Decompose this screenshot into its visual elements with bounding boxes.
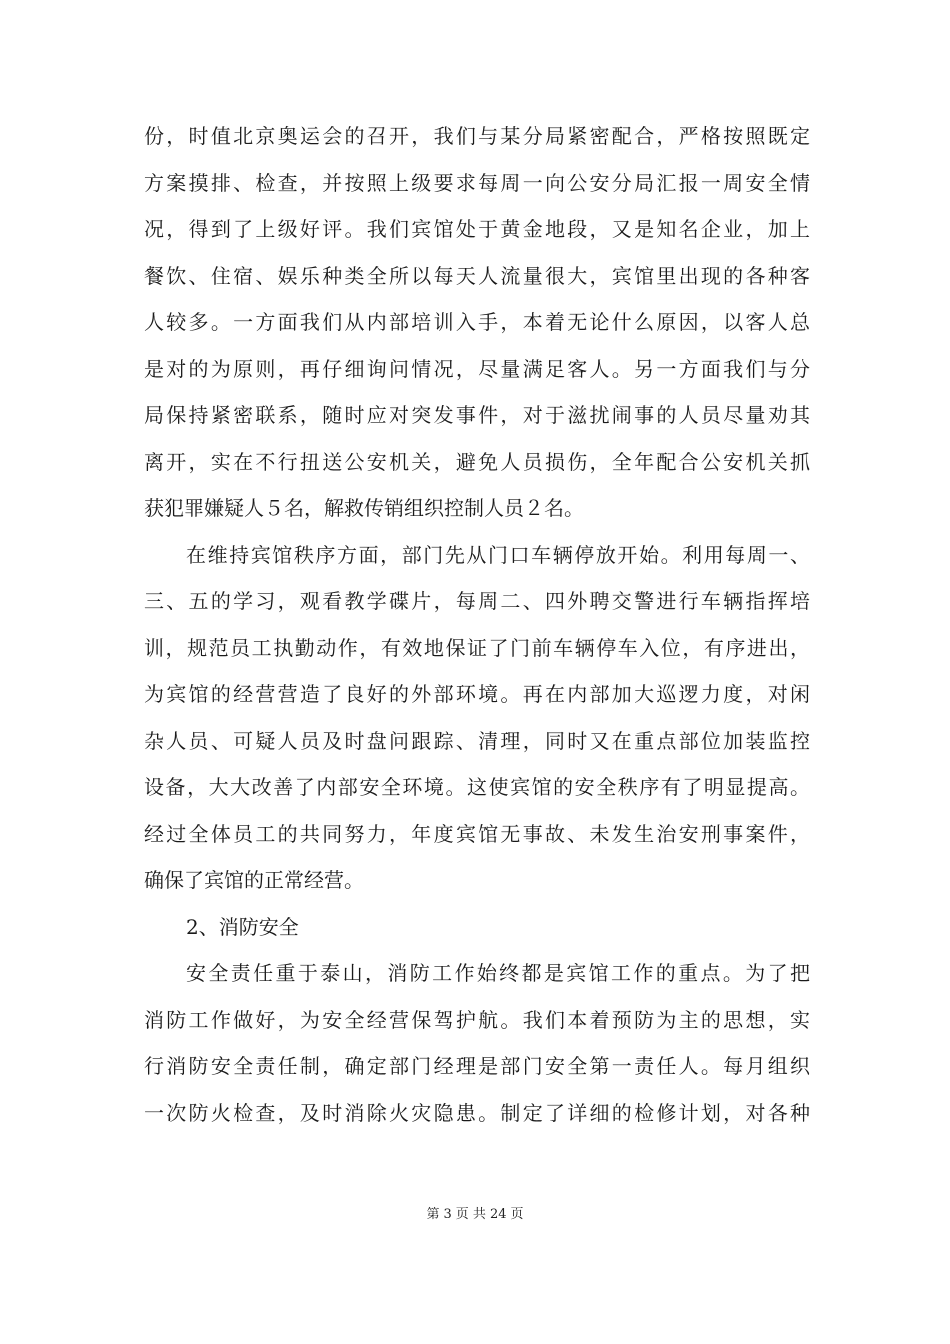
page-footer xyxy=(0,1206,950,1224)
paragraph-2-line-4: 为宾馆的经营营造了良好的外部环境。再在内部加大巡逻力度，对闲 xyxy=(144,682,810,706)
paragraph-1-line-1: 份，时值北京奥运会的召开，我们与某分局紧密配合，严格按照既定 xyxy=(144,124,810,148)
paragraph-1-line-5: 人较多。一方面我们从内部培训入手，本着无论什么原因，以客人总 xyxy=(144,310,810,334)
footer-total-pages: 24 xyxy=(489,1207,507,1222)
paragraph-4-line-1: 安全责任重于泰山，消防工作始终都是宾馆工作的重点。为了把 xyxy=(186,961,810,985)
paragraph-4-line-4: 一次防火检查，及时消除火灾隐患。制定了详细的检修计划，对各种 xyxy=(144,1100,810,1125)
paragraph-1-line-4: 餐饮、住宿、娱乐种类全所以每天人流量很大，宾馆里出现的各种客 xyxy=(144,263,810,288)
paragraph-1-line-6: 是对的为原则，再仔细询问情况，尽量满足客人。另一方面我们与分 xyxy=(144,356,810,381)
paragraph-2-line-1: 在维持宾馆秩序方面，部门先从门口车辆停放开始。利用每周一、 xyxy=(186,542,810,567)
footer-prefix: 第 xyxy=(426,1207,440,1222)
paragraph-2-line-5: 杂人员、可疑人员及时盘问跟踪、清理，同时又在重点部位加装监控 xyxy=(144,728,810,753)
body-text xyxy=(144,113,810,1136)
paragraph-1-line-9: 获犯罪嫌疑人５名，解救传销组织控制人员２名。 xyxy=(144,496,584,520)
footer-middle: 页 共 xyxy=(455,1207,486,1222)
paragraph-2-line-7: 经过全体员工的共同努力，年度宾馆无事故、未发生治安刑事案件， xyxy=(144,821,810,846)
paragraph-2-line-6: 设备，大大改善了内部安全环境。这使宾馆的安全秩序有了明显提高。 xyxy=(144,775,810,799)
paragraph-2-line-8: 确保了宾馆的正常经营。 xyxy=(144,868,364,892)
paragraph-1-line-3: 况，得到了上级好评。我们宾馆处于黄金地段，又是知名企业，加上 xyxy=(144,217,810,241)
paragraph-2-line-2: 三、五的学习，观看教学碟片，每周二、四外聘交警进行车辆指挥培 xyxy=(144,589,810,613)
paragraph-4-line-2: 消防工作做好，为安全经营保驾护航。我们本着预防为主的思想，实 xyxy=(144,1007,810,1032)
paragraph-2-line-3: 训，规范员工执勤动作，有效地保证了门前车辆停车入位，有序进出， xyxy=(144,635,810,660)
footer-current-page: 3 xyxy=(443,1207,452,1222)
paragraph-1-line-7: 局保持紧密联系，随时应对突发事件，对于滋扰闹事的人员尽量劝其 xyxy=(144,403,810,427)
paragraph-1-line-2: 方案摸排、检查，并按照上级要求每周一向公安分局汇报一周安全情 xyxy=(144,170,810,195)
paragraph-4-line-3: 行消防安全责任制，确定部门经理是部门安全第一责任人。每月组织 xyxy=(144,1054,810,1078)
paragraph-1-line-8: 离开，实在不行扭送公安机关，避免人员损伤，全年配合公安机关抓 xyxy=(144,449,810,474)
footer-suffix: 页 xyxy=(510,1207,524,1222)
section-heading: 2、消防安全 xyxy=(186,914,299,939)
